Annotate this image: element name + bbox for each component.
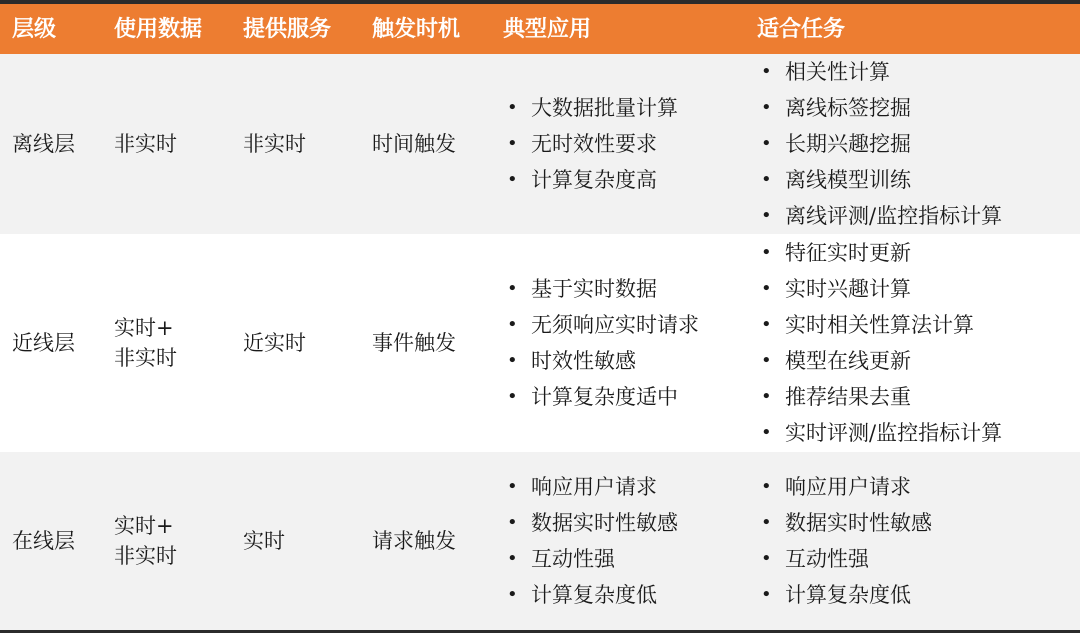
- list-item: • 数据实时性敏感: [757, 505, 932, 541]
- cell-data: 实时+ 非实时: [114, 316, 177, 370]
- list-item: • 无须响应实时请求: [503, 307, 699, 343]
- list-item: • 离线评测/监控指标计算: [757, 198, 1002, 234]
- table-row: [0, 54, 1080, 234]
- header-tasks: 适合任务: [757, 16, 846, 42]
- cell-service: 实时: [243, 529, 285, 553]
- table-row: [0, 452, 1080, 630]
- cell-tasks: [757, 54, 1002, 234]
- cell-tasks: [757, 234, 1002, 452]
- header-data: 使用数据: [114, 16, 203, 42]
- list-item: • 实时兴趣计算: [757, 271, 1002, 307]
- list-item: • 离线模型训练: [757, 162, 1002, 198]
- cell-trigger: 事件触发: [372, 331, 456, 355]
- cell-level: 在线层: [12, 529, 75, 553]
- cell-tasks: [757, 452, 932, 630]
- list-item: • 计算复杂度高: [503, 162, 678, 198]
- list-item: • 数据实时性敏感: [503, 505, 678, 541]
- list-item: • 无时效性要求: [503, 126, 678, 162]
- list-item: • 计算复杂度低: [503, 577, 678, 613]
- list-item: • 大数据批量计算: [503, 90, 678, 126]
- list-item: • 离线标签挖掘: [757, 90, 1002, 126]
- list-item: • 计算复杂度低: [757, 577, 932, 613]
- cell-service: 非实时: [243, 132, 306, 156]
- list-item: • 特征实时更新: [757, 235, 1002, 271]
- list-item: • 响应用户请求: [757, 469, 932, 505]
- list-item: • 实时相关性算法计算: [757, 307, 1002, 343]
- table-header: [0, 4, 1080, 54]
- list-item: • 长期兴趣挖掘: [757, 126, 1002, 162]
- cell-apps: [503, 452, 678, 630]
- cell-apps: [503, 234, 699, 452]
- list-item: • 相关性计算: [757, 54, 1002, 90]
- table-bottom-border: [0, 630, 1080, 633]
- cell-apps: [503, 54, 678, 234]
- header-level: 层级: [12, 16, 57, 42]
- list-item: • 模型在线更新: [757, 343, 1002, 379]
- cell-service: 近实时: [243, 331, 306, 355]
- header-apps: 典型应用: [503, 16, 592, 42]
- cell-level: 近线层: [12, 331, 75, 355]
- cell-trigger: 时间触发: [372, 132, 456, 156]
- list-item: • 响应用户请求: [503, 469, 678, 505]
- list-item: • 计算复杂度适中: [503, 379, 699, 415]
- apps-list: [503, 469, 678, 613]
- table-row: [0, 234, 1080, 452]
- tasks-list: [757, 235, 1002, 451]
- list-item: • 互动性强: [503, 541, 678, 577]
- header-trigger: 触发时机: [372, 16, 461, 42]
- tasks-list: [757, 54, 1002, 234]
- apps-list: [503, 90, 678, 198]
- list-item: • 互动性强: [757, 541, 932, 577]
- header-service: 提供服务: [243, 16, 332, 42]
- list-item: • 实时评测/监控指标计算: [757, 415, 1002, 451]
- cell-data: 实时+ 非实时: [114, 514, 177, 568]
- cell-level: 离线层: [12, 132, 75, 156]
- list-item: • 时效性敏感: [503, 343, 699, 379]
- list-item: • 基于实时数据: [503, 271, 699, 307]
- tasks-list: [757, 469, 932, 613]
- apps-list: [503, 271, 699, 415]
- cell-data: 非实时: [114, 132, 177, 156]
- list-item: • 推荐结果去重: [757, 379, 1002, 415]
- cell-trigger: 请求触发: [372, 529, 456, 553]
